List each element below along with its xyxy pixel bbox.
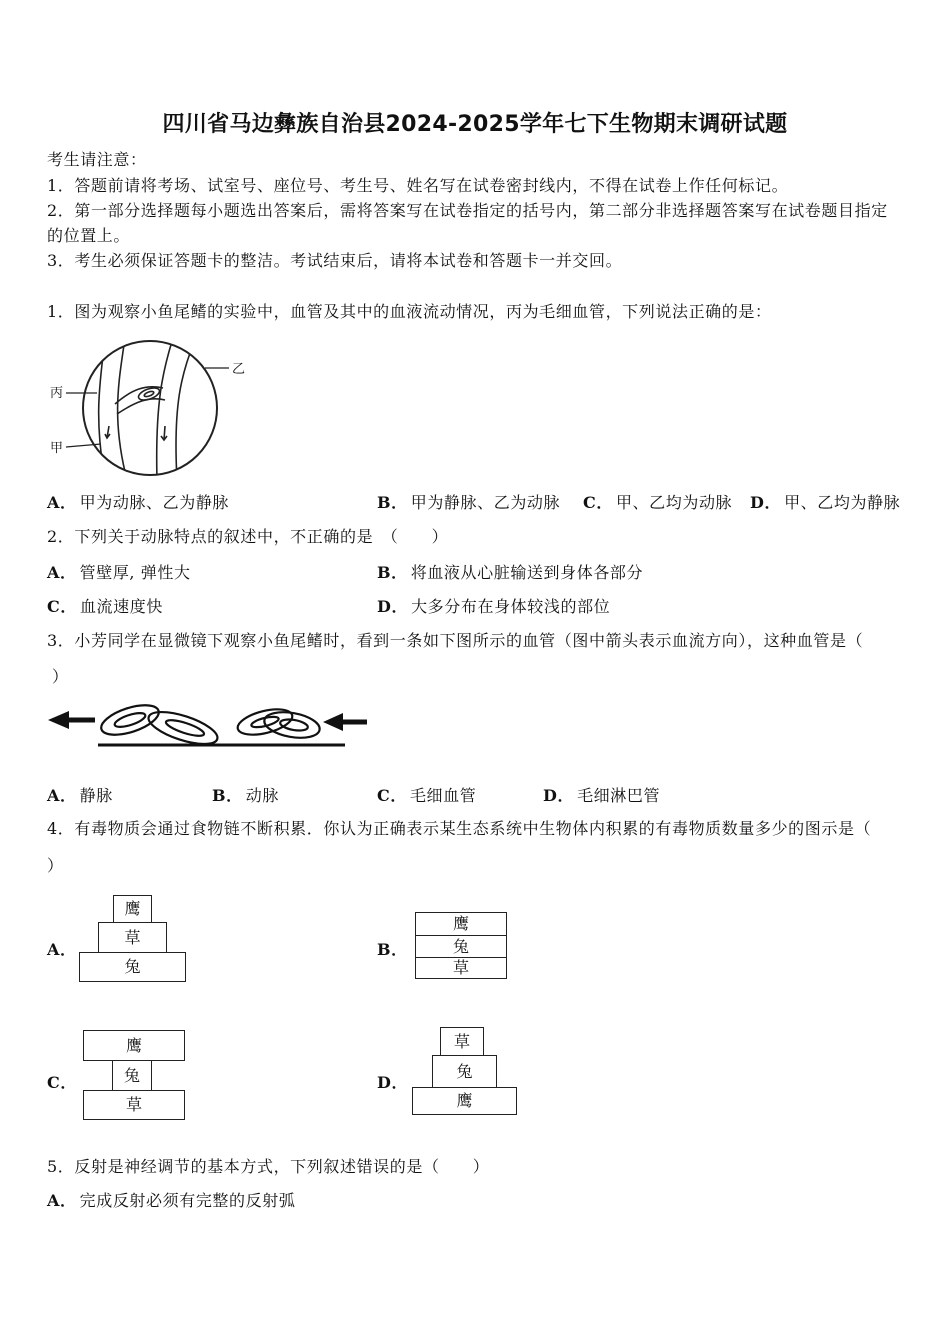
q2-option-a [47, 563, 191, 583]
notice-heading: 考生请注意： [47, 150, 147, 169]
option-text: 甲为动脉、乙为静脉 [79, 493, 230, 512]
label-yi: 乙 [232, 362, 246, 377]
q2-option-b [377, 563, 643, 583]
question-3-stem: 3．小芳同学在显微镜下观察小鱼尾鳍时，看到一条如下图所示的血管（图中箭头表示血流方向），这种血管是（ [47, 631, 864, 650]
option-label: D． [750, 493, 782, 512]
q1-option-d [750, 493, 900, 513]
option-text: 甲、乙均为动脉 [615, 493, 733, 512]
option-text: 动脉 [245, 786, 279, 805]
option-label: C． [47, 597, 77, 616]
pyramid-level: 鹰 [83, 1030, 185, 1061]
option-label: D． [543, 786, 575, 805]
q3-option-b [212, 786, 279, 806]
page-title: 四川省马边彝族自治县2024-2025学年七下生物期末调研试题 [162, 112, 788, 137]
q4-option-d-label: D． [377, 1073, 409, 1092]
q5-option-a [47, 1191, 295, 1211]
flow-arrow [105, 426, 110, 438]
pyramid-level: 鹰 [415, 912, 507, 936]
option-label: A． [47, 1191, 77, 1210]
question-4-stem: 4．有毒物质会通过食物链不断积累．你认为正确表示某生态系统中生物体内积累的有毒物质数量多少的图示是（ [47, 819, 872, 838]
notice-line: 1．答题前请将考场、试室号、座位号、考生号、姓名写在试卷密封线内，不得在试卷上作任何标记。 [47, 176, 789, 195]
pyramid-level: 兔 [112, 1060, 152, 1091]
q3-option-c [377, 786, 476, 806]
red-blood-cell [98, 700, 162, 741]
flow-arrow [161, 426, 167, 440]
q1-option-a [47, 493, 229, 513]
pyramid-level: 兔 [79, 952, 186, 982]
vessel-yi-wall [157, 338, 173, 480]
label-jia: 甲 [50, 441, 64, 456]
flow-arrow-right-head [323, 713, 343, 731]
option-text: 毛细血管 [409, 786, 477, 805]
question-1-stem: 1．图为观察小鱼尾鳍的实验中，血管及其中的血液流动情况，丙为毛细血管，下列说法正确的是： [47, 302, 772, 321]
q3-option-d [543, 786, 660, 806]
vessel-drawing [99, 338, 195, 480]
red-blood-cell-center [279, 718, 308, 733]
q4-option-a-label: A． [47, 940, 77, 959]
q4-option-b-label: B． [377, 940, 408, 959]
pyramid-level: 鹰 [412, 1087, 517, 1115]
red-blood-cell-center [113, 710, 147, 729]
microscope-field-circle [83, 341, 217, 475]
option-label: B． [212, 786, 243, 805]
question-3-stem-end: ） [52, 667, 69, 686]
pyramid-level: 草 [83, 1090, 185, 1120]
question-4-stem-end: ） [47, 856, 64, 875]
option-text: 毛细淋巴管 [577, 786, 661, 805]
option-label: A． [47, 563, 77, 582]
red-blood-cells [98, 700, 322, 751]
option-label: D． [377, 597, 409, 616]
option-text: 血流速度快 [79, 597, 163, 616]
label-bing: 丙 [50, 386, 64, 401]
blood-vessel-flow-figure [45, 700, 375, 755]
option-text: 将血液从心脏输送到身体各部分 [410, 563, 644, 582]
option-text: 完成反射必须有完整的反射弧 [79, 1191, 296, 1210]
option-text: 甲、乙均为静脉 [784, 493, 901, 512]
option-label: A． [47, 786, 77, 805]
q2-option-c [47, 597, 163, 617]
option-label: B． [377, 493, 408, 512]
fish-tail-vessel-figure [45, 330, 255, 480]
blood-cell-center [144, 390, 155, 397]
q1-option-c [583, 493, 732, 513]
question-2-stem: 2．下列关于动脉特点的叙述中，不正确的是 （ ） [47, 527, 449, 546]
notice-line: 的位置上。 [47, 226, 131, 245]
option-label: C． [583, 493, 613, 512]
option-label: A． [47, 493, 77, 512]
option-text: 管壁厚, 弹性大 [79, 563, 191, 582]
option-text: 甲为静脉、乙为动脉 [410, 493, 561, 512]
pyramid-level: 草 [98, 922, 167, 953]
q3-option-a [47, 786, 113, 806]
pyramid-level: 鹰 [113, 895, 152, 923]
notice-line: 2．第一部分选择题每小题选出答案后，需将答案写在试卷指定的括号内，第二部分非选择题答案写在试卷题目指定 [47, 201, 888, 220]
q2-option-d [377, 597, 610, 617]
option-label: B． [377, 563, 408, 582]
q1-option-b [377, 493, 560, 513]
pyramid-level: 兔 [415, 935, 507, 958]
question-5-stem: 5．反射是神经调节的基本方式，下列叙述错误的是（ ） [47, 1157, 490, 1176]
option-label: C． [377, 786, 407, 805]
option-text: 静脉 [79, 786, 113, 805]
pyramid-level: 兔 [432, 1055, 497, 1088]
flow-arrow-left-head [48, 711, 69, 729]
pyramid-level: 草 [440, 1027, 484, 1056]
option-text: 大多分布在身体较浅的部位 [411, 597, 611, 616]
pyramid-level: 草 [415, 957, 507, 979]
q4-option-c-label: C． [47, 1073, 77, 1092]
notice-line: 3．考生必须保证答题卡的整洁。考试结束后，请将本试卷和答题卡一并交回。 [47, 251, 623, 270]
